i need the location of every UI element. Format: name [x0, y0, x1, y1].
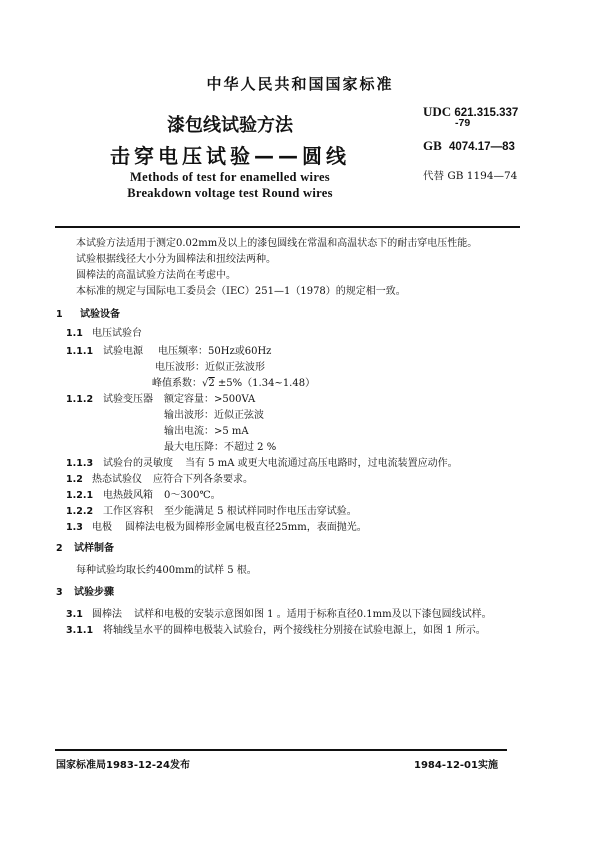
country-standard-label: 中华人民共和国国家标准 [206, 75, 394, 93]
title-en-line2: Breakdown voltage test Round wires [127, 186, 333, 200]
spec-item: 最大电压降：不超过 2 % [164, 442, 277, 453]
section-title: 圆棒法 [92, 609, 122, 620]
section-1-1-2 [66, 392, 255, 408]
title-cn-line1: 漆包线试验方法 [167, 115, 293, 136]
section-title: 电压试验台 [92, 328, 142, 339]
header-divider [55, 226, 520, 228]
peak-suffix: ±5%（1.34~1.48） [214, 378, 316, 389]
spec-item: 额定容量：>500VA [164, 394, 256, 405]
section-number: 3.1.1 [66, 625, 94, 636]
section-number: 2 [56, 543, 63, 554]
section-number: 1.1.1 [66, 346, 94, 357]
gb-label: GB [423, 138, 442, 153]
section-number: 1.1.3 [66, 458, 94, 469]
section-1-2 [66, 472, 253, 488]
spec-item: 输出电流：>5 mA [164, 426, 249, 437]
section-number: 1.2 [66, 474, 83, 485]
footer-divider [55, 749, 507, 751]
section-number: 1.1 [66, 328, 83, 339]
section-number: 1 [56, 309, 63, 320]
section-title: 试样制备 [74, 543, 114, 554]
intro-line-1: 本试验方法适用于测定0.02mm及以上的漆包圆线在常温和高温状态下的耐击穿电压性能。 [76, 238, 478, 249]
section-title: 工作区容积 [103, 506, 153, 517]
peak-prefix: 峰值系数：√ [152, 378, 209, 389]
section-1-1-1 [66, 344, 271, 360]
section-number: 1.2.1 [66, 490, 94, 501]
section-2-heading [56, 541, 114, 557]
section-number: 3.1 [66, 609, 83, 620]
section-1-1 [66, 326, 142, 342]
section-3-1 [66, 607, 492, 623]
udc-code [423, 104, 518, 120]
section-text: 当有 5 mA 或更大电流通过高压电路时，过电流装置应动作。 [185, 458, 458, 469]
sqrt-value: 2 [208, 378, 215, 389]
section-number: 1.2.2 [66, 506, 94, 517]
section-text: 0～300℃。 [164, 490, 221, 501]
section-title: 试验步骤 [74, 587, 114, 598]
title-en-line1: Methods of test for enamelled wires [130, 170, 330, 184]
section-1-1-3 [66, 456, 458, 472]
section-number: 1.1.2 [66, 394, 94, 405]
intro-line-2: 试验根据线径大小分为圆棒法和扭绞法两种。 [76, 254, 276, 265]
section-title: 试验变压器 [103, 394, 153, 405]
section-title: 试验台的灵敏度 [103, 458, 173, 469]
section-3-1-1 [66, 623, 486, 639]
udc-value-cont: -79 [455, 117, 471, 129]
section-text: 至少能满足 5 根试样同时作电压击穿试验。 [164, 506, 357, 517]
section-number: 1.3 [66, 522, 83, 533]
spec-item: 输出波形：近似正弦波 [164, 410, 264, 421]
intro-line-3: 圆棒法的高温试验方法尚在考虑中。 [76, 270, 236, 281]
section-text: 将轴线呈水平的圆棒电极装入试验台，两个接线柱分别接在试验电源上，如图 1 所示。 [103, 625, 486, 636]
intro-line-4: 本标准的规定与国际电工委员会（IEC）251—1（1978）的规定相一致。 [76, 286, 406, 297]
section-title: 试验电源 [103, 346, 143, 357]
udc-label: UDC [423, 104, 452, 119]
section-title: 热态试验仪 [92, 474, 142, 485]
section-1-2-2 [66, 504, 357, 520]
section-title: 电极 [92, 522, 112, 533]
section-text: 试样和电极的安装示意图如图 1 。适用于标称直径0.1mm及以下漆包圆线试样。 [134, 609, 492, 620]
title-cn-line2: 击穿电压试验——圆线 [110, 144, 350, 168]
section-title: 电热鼓风箱 [103, 490, 153, 501]
section-text: 应符合下列各条要求。 [153, 474, 253, 485]
replaces-standard: 代替 GB 1194—74 [423, 170, 518, 182]
effective-date: 1984-12-01实施 [414, 760, 498, 771]
section-1-2-1 [66, 488, 221, 504]
gb-code [423, 138, 515, 154]
section-3-heading [56, 585, 114, 601]
section-2-text: 每种试验均取长约400mm的试样 5 根。 [76, 565, 257, 576]
section-1-3 [66, 520, 367, 536]
spec-item-peak-factor [152, 376, 315, 392]
section-1-heading [56, 307, 120, 323]
spec-item: 电压频率：50Hz或60Hz [158, 346, 272, 357]
section-title: 试验设备 [80, 309, 120, 320]
issued-date: 国家标准局1983-12-24发布 [56, 760, 190, 771]
udc-value: 621.315.337 [454, 107, 519, 119]
section-text: 圆棒法电极为圆棒形金属电极直径25mm，表面抛光。 [125, 522, 367, 533]
gb-value: 4074.17—83 [449, 141, 515, 153]
spec-item: 电压波形：近似正弦波形 [155, 362, 265, 373]
section-number: 3 [56, 587, 63, 598]
